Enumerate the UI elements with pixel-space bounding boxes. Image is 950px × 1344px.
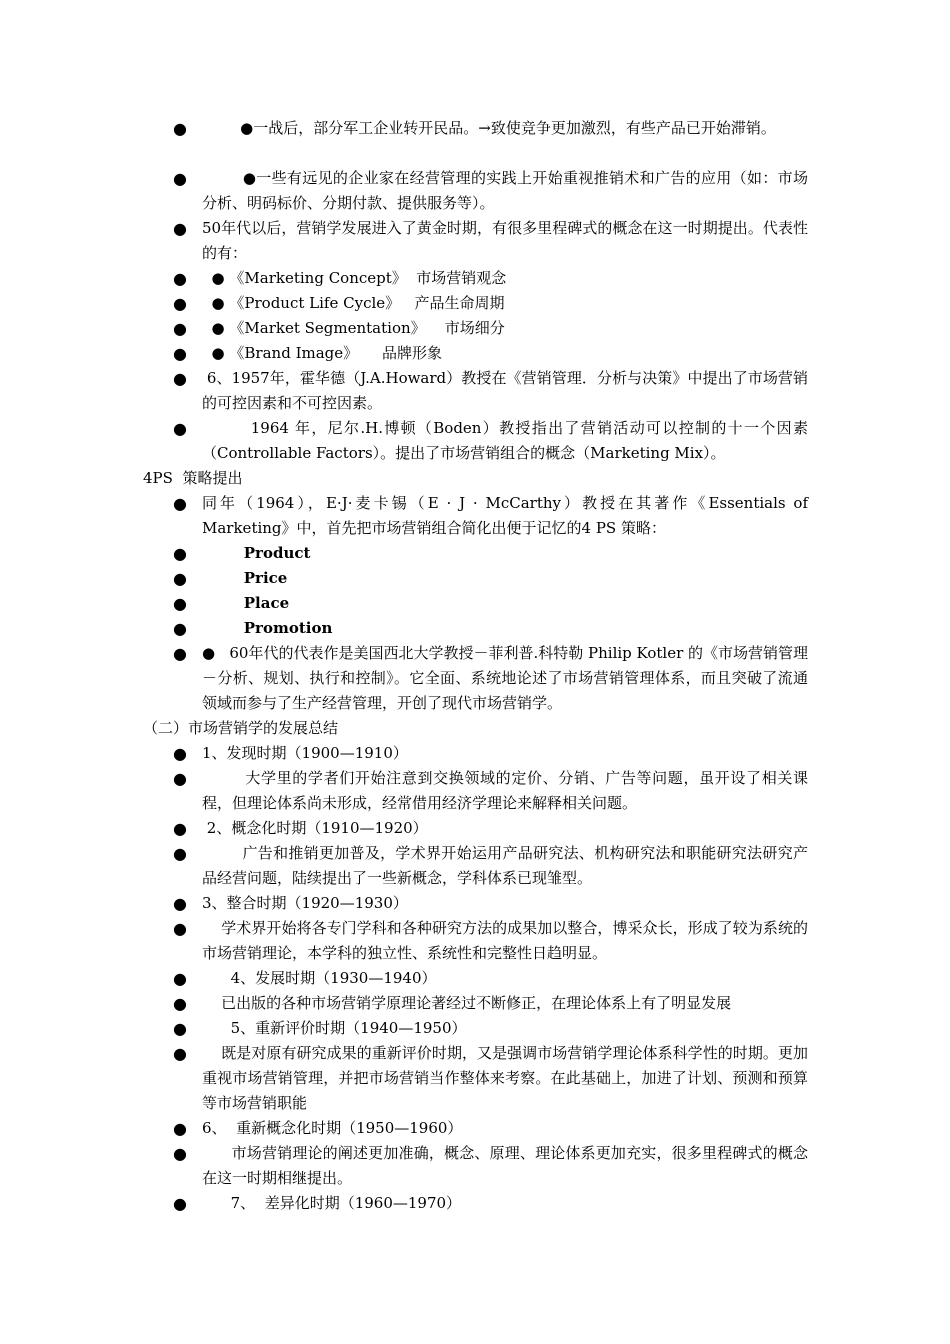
bullet-icon: ●: [173, 269, 187, 288]
bullet-icon: ●: [173, 369, 187, 388]
list-item-text: 50年代以后，营销学发展进入了黄金时期，有很多里程碑式的概念在这一时期提出。代表性的有：: [202, 219, 808, 262]
list-item-text: Price: [202, 569, 288, 587]
list-item-text: ● 《Brand Image》 品牌形象: [202, 344, 442, 362]
bullet-icon: ●: [173, 819, 187, 838]
bullet-icon: ●: [173, 219, 187, 238]
bullet-icon: ●: [173, 919, 187, 938]
bullet-icon: ●: [173, 494, 187, 513]
list-item-text: ●一些有远见的企业家在经营管理的实践上开始重视推销术和广告的应用（如：市场分析、明码标价、分期付款、提供服务等）。: [202, 169, 808, 212]
list-item-text: 6、 重新概念化时期（1950—1960）: [202, 1119, 463, 1137]
bullet-icon: ●: [173, 969, 187, 988]
bullet-icon: ●: [173, 744, 187, 763]
bullet-icon: ●: [173, 594, 187, 613]
bullet-icon: ●: [173, 894, 187, 913]
bullet-icon: ●: [173, 1144, 187, 1163]
list-item-text: 同年（1964），E·J·麦卡锡（E · J · McCarthy）教授在其著作《Essentials of Marketing》中，首先把市场营销组合简化出便于记忆的4 PS 策略：: [202, 494, 813, 537]
list-item-text: 已出版的各种市场营销学原理论著经过不断修正，在理论体系上有了明显发展: [202, 994, 732, 1012]
list-item-text: ● 《Marketing Concept》 市场营销观念: [202, 269, 507, 287]
list-item-text: ● 60年代的代表作是美国西北大学教授－菲利普.科特勒 Philip Kotler 的《市场营销管理－分析、规划、执行和控制》。它全面、系统地论述了市场营销管理体系，而且突破了流通领域而参与了生产经营管理，开创了现代市场营销学。: [202, 644, 809, 712]
bullet-icon: ●: [173, 419, 187, 438]
list-item-text: 学术界开始将各专门学科和各种研究方法的成果加以整合，博采众长，形成了较为系统的市场营销理论，本学科的独立性、系统性和完整性日趋明显。: [202, 919, 808, 962]
list-item-text: Product: [202, 544, 311, 562]
list-item-text: 5、重新评价时期（1940—1950）: [202, 1019, 467, 1037]
bullet-icon: ●: [173, 169, 187, 188]
list-item-text: 3、整合时期（1920—1930）: [202, 894, 408, 912]
bullet-icon: ●: [173, 844, 187, 863]
section-heading-summary: （二）市场营销学的发展总结: [143, 719, 339, 737]
list-item-text: 既是对原有研究成果的重新评价时期，又是强调市场营销学理论体系科学性的时期。更加重视市场营销管理，并把市场营销当作整体来考察。在此基础上，加进了计划、预测和预算等市场营销职能: [202, 1044, 808, 1112]
list-item-text: 2、概念化时期（1910—1920）: [202, 819, 428, 837]
list-item-text: ● 《Product Life Cycle》 产品生命周期: [202, 294, 505, 312]
bullet-icon: ●: [173, 319, 187, 338]
bullet-icon: ●: [173, 619, 187, 638]
list-item-text: 4、发展时期（1930—1940）: [202, 969, 437, 987]
list-item-text: Promotion: [202, 619, 333, 637]
list-item-text: Place: [202, 594, 290, 612]
list-item-text: 1、发现时期（1900—1910）: [202, 744, 408, 762]
list-item-text: ●一战后，部分军工企业转开民品。→致使竞争更加激烈，有些产品已开始滞销。: [202, 119, 776, 137]
bullet-icon: ●: [173, 769, 187, 788]
bullet-icon: ●: [173, 1119, 187, 1138]
list-item-text: 1964 年，尼尔.H.博顿（Boden）教授指出了营销活动可以控制的十一个因素（Controllable Factors）。提出了市场营销组合的概念（Marketing Mix）。: [202, 419, 808, 462]
bullet-icon: ●: [173, 644, 187, 663]
bullet-icon: ●: [173, 569, 187, 588]
bullet-icon: ●: [173, 994, 187, 1013]
bullet-icon: ●: [173, 544, 187, 563]
list-item-text: 市场营销理论的阐述更加准确，概念、原理、理论体系更加充实，很多里程碑式的概念在这一时期相继提出。: [202, 1144, 808, 1187]
bullet-icon: ●: [173, 1044, 187, 1063]
list-item-text: 7、 差异化时期（1960—1970）: [202, 1194, 462, 1212]
bullet-icon: ●: [173, 1019, 187, 1038]
bullet-icon: ●: [173, 1194, 187, 1213]
list-item-text: 6、1957年，霍华德（J.A.Howard）教授在《营销管理．分析与决策》中提出了市场营销的可控因素和不可控因素。: [202, 369, 808, 412]
list-item-text: 大学里的学者们开始注意到交换领域的定价、分销、广告等问题，虽开设了相关课程，但理论体系尚未形成，经常借用经济学理论来解释相关问题。: [202, 769, 808, 812]
list-item-text: ● 《Market Segmentation》 市场细分: [202, 319, 505, 337]
bullet-icon: ●: [173, 344, 187, 363]
bullet-icon: ●: [173, 119, 187, 138]
list-item-text: 广告和推销更加普及，学术界开始运用产品研究法、机构研究法和职能研究法研究产品经营问题，陆续提出了一些新概念，学科体系已现雏型。: [202, 844, 808, 887]
section-heading-4ps: 4PS 策略提出: [143, 469, 243, 487]
bullet-icon: ●: [173, 294, 187, 313]
